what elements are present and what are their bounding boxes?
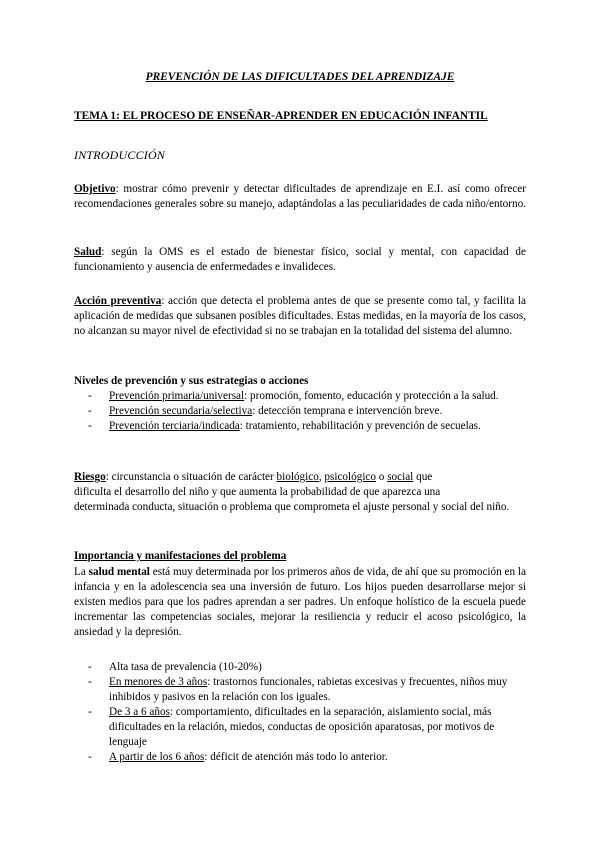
nivel-text: : tratamiento, rehabilitación y prevención de secuelas. — [239, 420, 481, 432]
dash-bullet: - — [88, 706, 92, 718]
riesgo-sep: o — [376, 471, 388, 483]
riesgo-social: social — [387, 471, 414, 483]
salud-term: Salud — [74, 246, 102, 258]
nivel-term: Prevención primaria/universal — [109, 390, 245, 402]
nivel-term: Prevención terciaria/indicada — [109, 420, 240, 432]
riesgo-text: : circunstancia o situación de carácter — [105, 471, 277, 483]
manifestacion-text: : déficit de atención más todo lo anterior. — [204, 751, 388, 763]
importancia-heading: Importancia y manifestaciones del problema — [74, 550, 287, 562]
manifestacion-term: En menores de 3 años — [109, 676, 208, 688]
objetivo-paragraph — [74, 182, 526, 212]
manifestacion-text: : trastornos funcionales, rabietas excesivas y frecuentes, niños muy inhibidos y pasivos en la relación con los iguales. — [109, 676, 508, 703]
niveles-list — [88, 389, 526, 434]
riesgo-line-3: determinada conducta, situación o problema que comprometa el ajuste personal y social del niño. — [74, 501, 510, 513]
dash-bullet: - — [88, 405, 92, 417]
dash-bullet: - — [88, 676, 92, 688]
riesgo-text: que — [413, 471, 433, 483]
accion-paragraph — [74, 294, 526, 339]
riesgo-biologico: biológico — [276, 471, 319, 483]
list-item — [88, 675, 526, 705]
salud-mental-term: salud mental — [88, 566, 150, 578]
accion-term: Acción preventiva — [74, 295, 162, 307]
dash-bullet: - — [88, 751, 92, 763]
list-item — [88, 705, 526, 750]
riesgo-paragraph — [74, 470, 526, 515]
nivel-text: : detección temprana e intervención breve. — [252, 405, 443, 417]
document-title: PREVENCIÓN DE LAS DIFICULTADES DEL APRENDIZAJE — [145, 71, 455, 83]
importancia-text: está muy determinada por los primeros años de vida, de ahí que su promoción en la infancia y en la adolescencia sea una inversión de futuro. Los hijos pueden desarrollarse mejor si existen medios para que los padres aprendan a ser padres. Un enfoque holístico de la escuela puede incrementar las competencias sociales, mejorar la resiliencia y reducir el acoso psicológico, la ansiedad y la depresión. — [74, 566, 526, 638]
manifestacion-text: Alta tasa de prevalencia (10-20%) — [109, 661, 262, 673]
riesgo-line-2: dificulta el desarrollo del niño y que aumenta la probabilidad de que aparezca una — [74, 486, 441, 498]
riesgo-psicologico: psicológico — [324, 471, 376, 483]
riesgo-sep: , — [318, 471, 325, 483]
importancia-paragraph — [74, 565, 526, 640]
salud-text: : según la OMS es el estado de bienestar físico, social y mental, con capacidad de funcionamiento y ausencia de enfermedades e invalideces. — [74, 246, 526, 273]
salud-paragraph — [74, 245, 526, 275]
list-item — [88, 404, 526, 419]
nivel-term: Prevención secundaria/selectiva — [109, 405, 253, 417]
manifestacion-term: De 3 a 6 años — [109, 706, 170, 718]
list-item — [88, 750, 526, 765]
riesgo-line-1 — [74, 470, 526, 485]
manifestacion-term: A partir de los 6 años — [109, 751, 205, 763]
list-item — [88, 660, 526, 675]
list-item — [88, 419, 526, 434]
niveles-heading: Niveles de prevención y sus estrategias o acciones — [74, 375, 309, 387]
manifestaciones-list — [88, 660, 526, 765]
riesgo-term: Riesgo — [74, 471, 106, 483]
list-item — [88, 389, 526, 404]
accion-text: : acción que detecta el problema antes de que se presente como tal, y facilita la aplicación de medidas que subsanen posibles dificultades. Estas medidas, en la mayoría de los casos, no alcanzan su mayor nivel de efectividad si no se trabajan en la totalidad del sistema del alumno. — [74, 295, 526, 337]
manifestacion-text: : comportamiento, dificultades en la separación, aislamiento social, más dificultades en la relación, miedos, conductas de oposición aparatosas, por motivos de lenguaje — [109, 706, 495, 748]
intro-heading: INTRODUCCIÓN — [74, 148, 166, 162]
nivel-text: : promoción, fomento, educación y protección a la salud. — [244, 390, 499, 402]
dash-bullet: - — [88, 390, 92, 402]
dash-bullet: - — [88, 661, 92, 673]
importancia-pre: La — [74, 566, 89, 578]
dash-bullet: - — [88, 420, 92, 432]
tema-heading: TEMA 1: EL PROCESO DE ENSEÑAR-APRENDER EN EDUCACIÓN INFANTIL — [74, 110, 488, 122]
objetivo-term: Objetivo — [74, 183, 116, 195]
objetivo-text: : mostrar cómo prevenir y detectar dificultades de aprendizaje en E.I. así como ofrecer recomendaciones generales sobre su manejo, adaptándolas a las peculiaridades de cada niño/entorno. — [74, 183, 526, 210]
